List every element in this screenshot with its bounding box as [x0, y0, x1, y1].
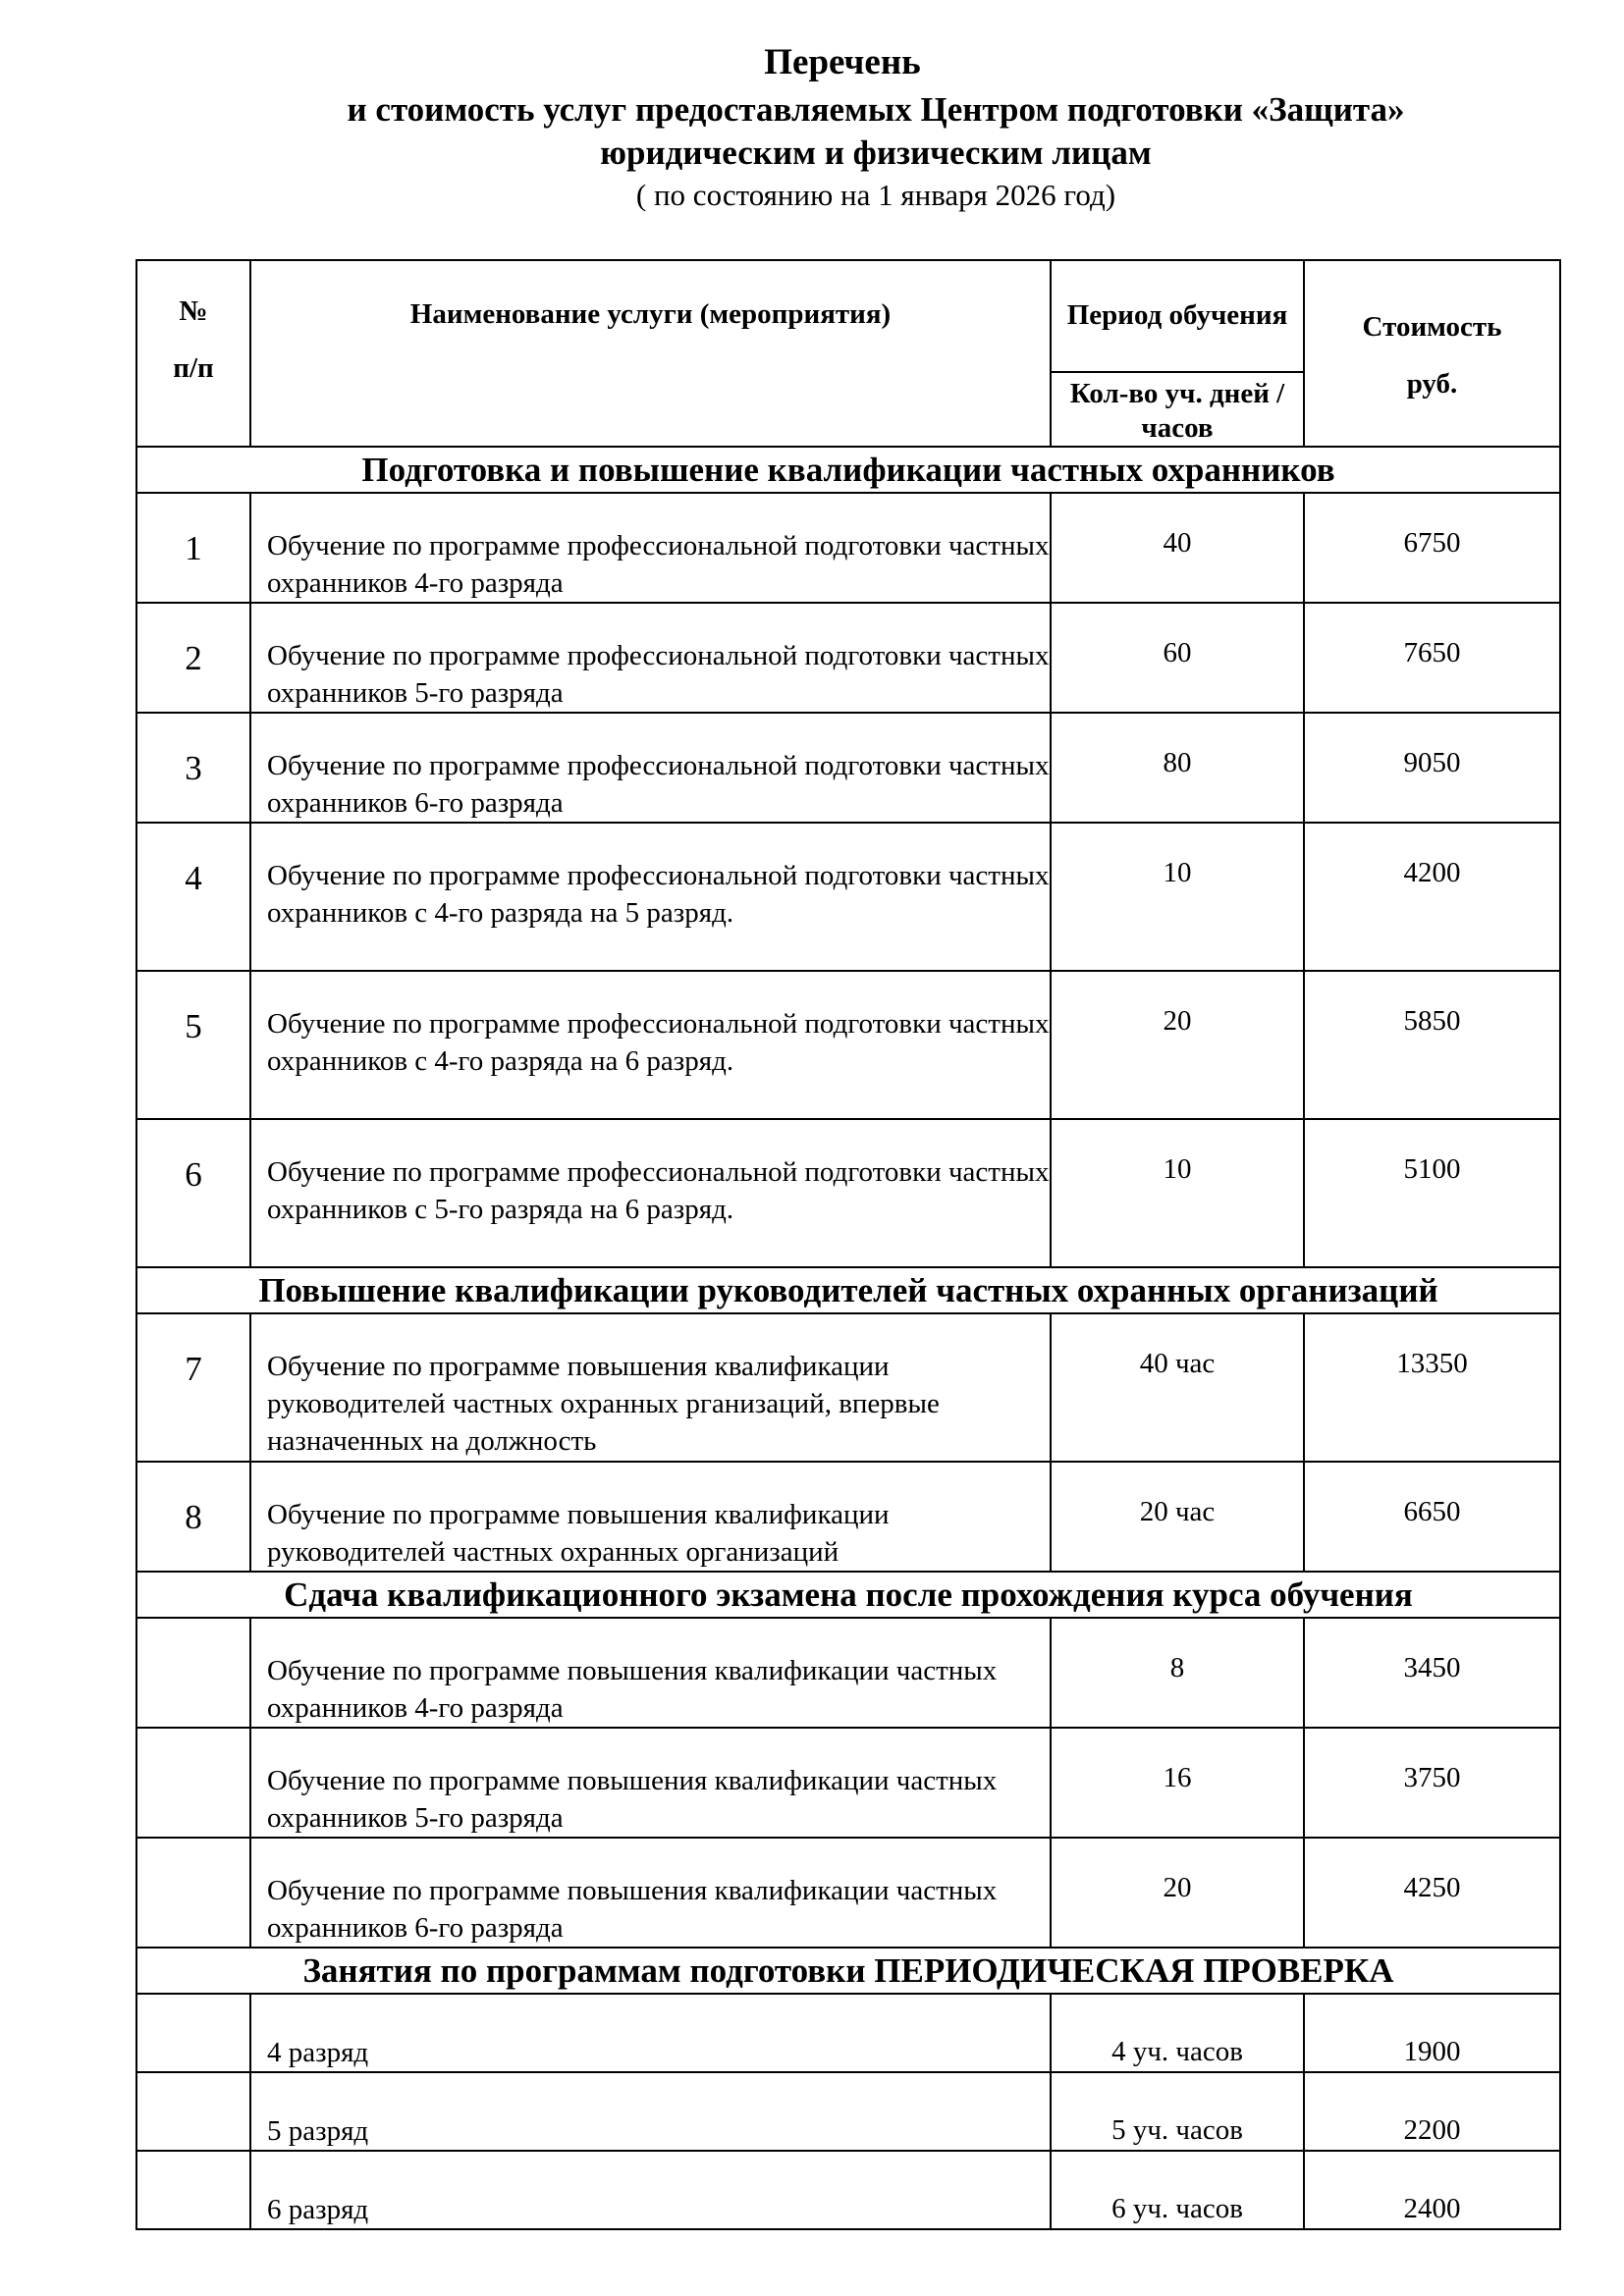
table-row: [136, 1618, 1560, 1728]
row-number: [136, 1838, 250, 1948]
service-name: Обучение по программе профессиональной подготовки частных охранников с 4-го разряда на 5 разряд.: [250, 823, 1051, 971]
document-subtitle: и стоимость услуг предоставляемых Центром подготовки «Защита»: [347, 90, 1405, 129]
service-period: 10: [1051, 1119, 1304, 1267]
service-cost: 6750: [1304, 493, 1560, 603]
row-number: 7: [136, 1313, 250, 1462]
service-name: Обучение по программе профессиональной подготовки частных охранников с 4-го разряда на 6 разряд.: [250, 971, 1051, 1119]
price-table-body: [136, 260, 1560, 2229]
service-cost: 3450: [1304, 1618, 1560, 1728]
table-row: [136, 1728, 1560, 1838]
col-header-num-bottom: п/п: [173, 352, 214, 384]
section-row: [136, 1267, 1560, 1313]
section-title: Подготовка и повышение квалификации частных охранников: [136, 447, 1560, 493]
service-name: 5 разряд: [250, 2072, 1051, 2151]
service-name: Обучение по программе повышения квалификации частных охранников 5-го разряда: [250, 1728, 1051, 1838]
table-row: [136, 1462, 1560, 1572]
service-cost: 2200: [1304, 2072, 1560, 2151]
service-period: 4 уч. часов: [1051, 1994, 1304, 2072]
service-cost: 5850: [1304, 971, 1560, 1119]
service-period: 10: [1051, 823, 1304, 971]
col-header-num: [136, 260, 250, 447]
table-header-row: [136, 260, 1560, 372]
row-number: 4: [136, 823, 250, 971]
service-cost: 7650: [1304, 603, 1560, 713]
row-number: 3: [136, 713, 250, 823]
row-number: [136, 1728, 250, 1838]
section-row: [136, 1948, 1560, 1994]
table-row: [136, 2151, 1560, 2229]
col-header-name: Наименование услуги (мероприятия): [250, 260, 1051, 447]
row-number: 1: [136, 493, 250, 603]
table-row: [136, 823, 1560, 971]
service-name: 4 разряд: [250, 1994, 1051, 2072]
service-period: 60: [1051, 603, 1304, 713]
row-number: 2: [136, 603, 250, 713]
col-header-period: Период обучения: [1051, 260, 1304, 372]
row-number: [136, 2151, 250, 2229]
service-cost: 13350: [1304, 1313, 1560, 1462]
service-cost: 3750: [1304, 1728, 1560, 1838]
table-row: [136, 713, 1560, 823]
service-period: 8: [1051, 1618, 1304, 1728]
col-header-cost-bottom: руб.: [1406, 368, 1458, 400]
table-row: [136, 2072, 1560, 2151]
document-title: Перечень: [764, 42, 921, 82]
table-row: [136, 1994, 1560, 2072]
service-cost: 4200: [1304, 823, 1560, 971]
service-name: Обучение по программе профессиональной подготовки частных охранников 4-го разряда: [250, 493, 1051, 603]
service-period: 16: [1051, 1728, 1304, 1838]
row-number: 8: [136, 1462, 250, 1572]
document-date-note: ( по состоянию на 1 января 2026 год): [635, 178, 1116, 212]
col-header-num-top: №: [179, 295, 208, 327]
section-title: Сдача квалификационного экзамена после прохождения курса обучения: [136, 1572, 1560, 1618]
service-period: 40 час: [1051, 1313, 1304, 1462]
row-number: 6: [136, 1119, 250, 1267]
row-number: [136, 2072, 250, 2151]
service-name: Обучение по программе повышения квалификации частных охранников 6-го разряда: [250, 1838, 1051, 1948]
service-cost: 2400: [1304, 2151, 1560, 2229]
service-name: Обучение по программе профессиональной подготовки частных охранников 5-го разряда: [250, 603, 1051, 713]
col-header-cost-top: Стоимость: [1362, 311, 1502, 343]
service-period: 6 уч. часов: [1051, 2151, 1304, 2229]
service-cost: 9050: [1304, 713, 1560, 823]
col-header-cost: [1304, 260, 1560, 447]
service-period: 40: [1051, 493, 1304, 603]
table-row: [136, 1119, 1560, 1267]
table-row: [136, 493, 1560, 603]
service-period: 5 уч. часов: [1051, 2072, 1304, 2151]
service-period: 20: [1051, 1838, 1304, 1948]
service-period: 80: [1051, 713, 1304, 823]
service-name: Обучение по программе профессиональной подготовки частных охранников с 5-го разряда на 6 разряд.: [250, 1119, 1051, 1267]
service-period: 20 час: [1051, 1462, 1304, 1572]
service-cost: 6650: [1304, 1462, 1560, 1572]
row-number: [136, 1618, 250, 1728]
document-subtitle-2: юридическим и физическим лицам: [600, 133, 1152, 172]
service-name: 6 разряд: [250, 2151, 1051, 2229]
section-row: [136, 1572, 1560, 1618]
service-name: Обучение по программе повышения квалификации руководителей частных охранных рганизаций, впервые назначенных на должность: [250, 1313, 1051, 1462]
row-number: [136, 1994, 250, 2072]
table-row: [136, 971, 1560, 1119]
service-period: 20: [1051, 971, 1304, 1119]
section-title: Занятия по программам подготовки ПЕРИОДИЧЕСКАЯ ПРОВЕРКА: [136, 1948, 1560, 1994]
table-row: [136, 603, 1560, 713]
service-name: Обучение по программе профессиональной подготовки частных охранников 6-го разряда: [250, 713, 1051, 823]
section-title: Повышение квалификации руководителей частных охранных организаций: [136, 1267, 1560, 1313]
service-cost: 1900: [1304, 1994, 1560, 2072]
row-number: 5: [136, 971, 250, 1119]
col-header-period-units: Кол-во уч. дней /часов: [1051, 372, 1304, 447]
service-cost: 5100: [1304, 1119, 1560, 1267]
table-row: [136, 1838, 1560, 1948]
service-name: Обучение по программе повышения квалификации частных охранников 4-го разряда: [250, 1618, 1051, 1728]
section-row: [136, 447, 1560, 493]
service-name: Обучение по программе повышения квалификации руководителей частных охранных организаций: [250, 1462, 1051, 1572]
service-cost: 4250: [1304, 1838, 1560, 1948]
table-row: [136, 1313, 1560, 1462]
price-table: [135, 259, 1561, 2230]
